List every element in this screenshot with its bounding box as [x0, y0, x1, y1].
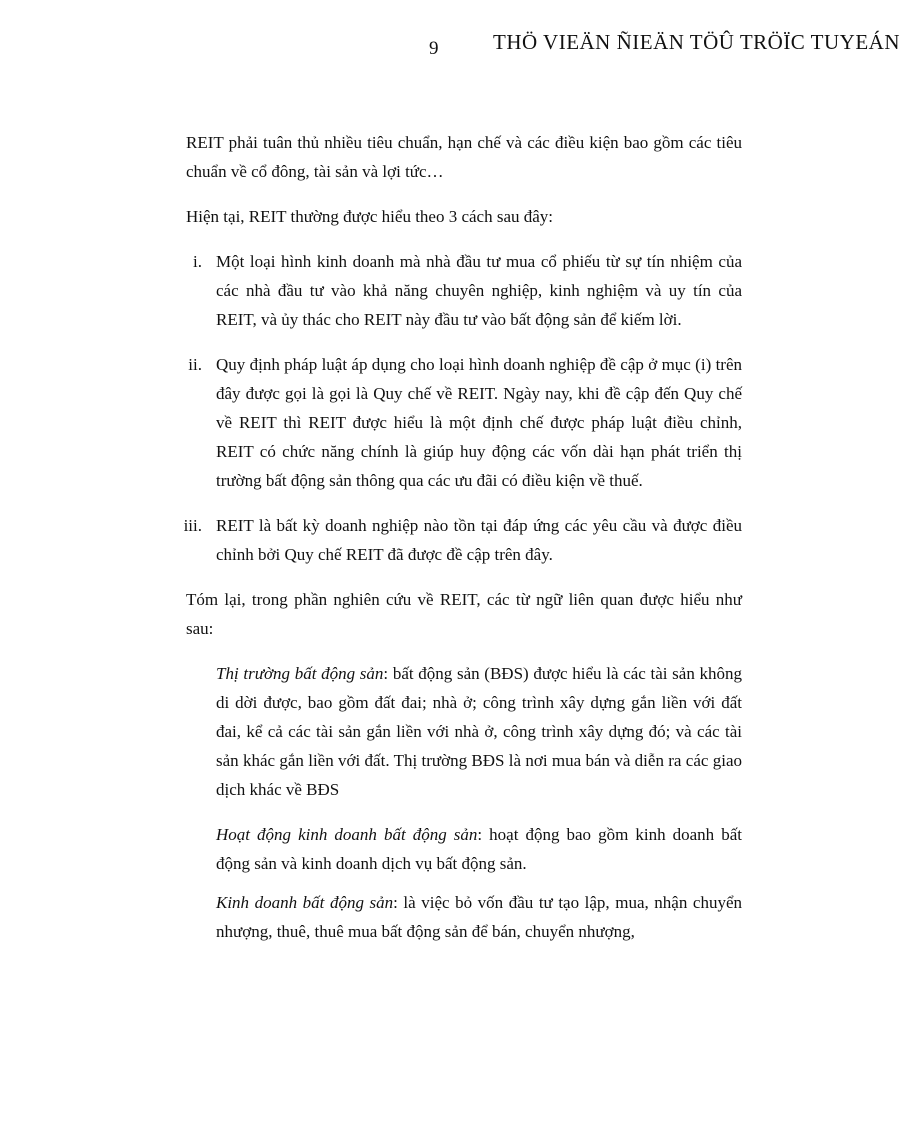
- list-item: [193, 247, 742, 334]
- intro-paragraph-2: Hiện tại, REIT thường được hiểu theo 3 cách sau đây:: [186, 207, 554, 226]
- summary-paragraph: Tóm lại, trong phần nghiên cứu về REIT, các từ ngữ liên quan được hiểu như sau:: [186, 590, 742, 638]
- list-item: [183, 511, 742, 569]
- list-number: i.: [193, 252, 202, 271]
- definition-text: : là việc bỏ vốn đầu tư tạo lập, mua, nhận chuyển nhượng, thuê, thuê mua bất động sản để bán, chuyển nhượng,: [216, 893, 743, 941]
- list-number: iii.: [183, 516, 202, 535]
- definition-term: Kinh doanh bất động sản: [216, 893, 394, 912]
- header-title: THÖ VIEÄN ÑIEÄN TÖÛ TRÖÏC TUYEÁN: [493, 30, 900, 54]
- definition-text: : bất động sản (BĐS) được hiểu là các tài sản không di dời được, bao gồm đất đai; nhà ở; công trình xây dựng gắn liền với đất đai, kể cả các tài sản gắn liền với nhà ở, công trình xây dựng đó; và các tài sản khác gắn liền với đất. Thị trường BĐS là nơi mua bán và diễn ra các giao dịch khác về BĐS: [216, 664, 743, 799]
- definition-real-estate-market: [216, 659, 742, 804]
- list-item-text: REIT là bất kỳ doanh nghiệp nào tồn tại đáp ứng các yêu cầu và được điều chỉnh bởi Quy chế REIT đã được đề cập trên đây.: [216, 516, 742, 564]
- definition-real-estate-business: [216, 888, 742, 946]
- intro-paragraph-1: REIT phải tuân thủ nhiều tiêu chuẩn, hạn chế và các điều kiện bao gồm các tiêu chuẩn về cổ đông, tài sản và lợi tức…: [186, 133, 742, 181]
- definition-term: Thị trường bất động sản: [216, 664, 384, 683]
- definition-real-estate-business-activity: [216, 820, 742, 878]
- definition-text: : hoạt động bao gồm kinh doanh bất động sản và kinh doanh dịch vụ bất động sản.: [216, 825, 742, 873]
- document-body: [183, 128, 743, 962]
- list-number: ii.: [188, 355, 202, 374]
- list-item: [188, 350, 742, 495]
- definition-term: Hoạt động kinh doanh bất động sản: [216, 825, 478, 844]
- list-item-text: Một loại hình kinh doanh mà nhà đầu tư mua cổ phiếu từ sự tín nhiệm của các nhà đầu tư vào khả năng chuyên nghiệp, kinh nghiệm và uy tín của REIT, và ủy thác cho REIT này đầu tư vào bất động sản để kiếm lời.: [216, 252, 742, 329]
- page-number: 9: [429, 38, 439, 59]
- list-item-text: Quy định pháp luật áp dụng cho loại hình doanh nghiệp đề cập ở mục (i) trên đây được gọi là gọi là Quy chế về REIT. Ngày nay, khi đề cập đến Quy chế về REIT thì REIT được hiểu là một định chế được pháp luật điều chỉnh, REIT có chức năng chính là giúp huy động các vốn dài hạn phát triển thị trường bất động sản thông qua các ưu đãi có điều kiện về thuế.: [216, 355, 742, 490]
